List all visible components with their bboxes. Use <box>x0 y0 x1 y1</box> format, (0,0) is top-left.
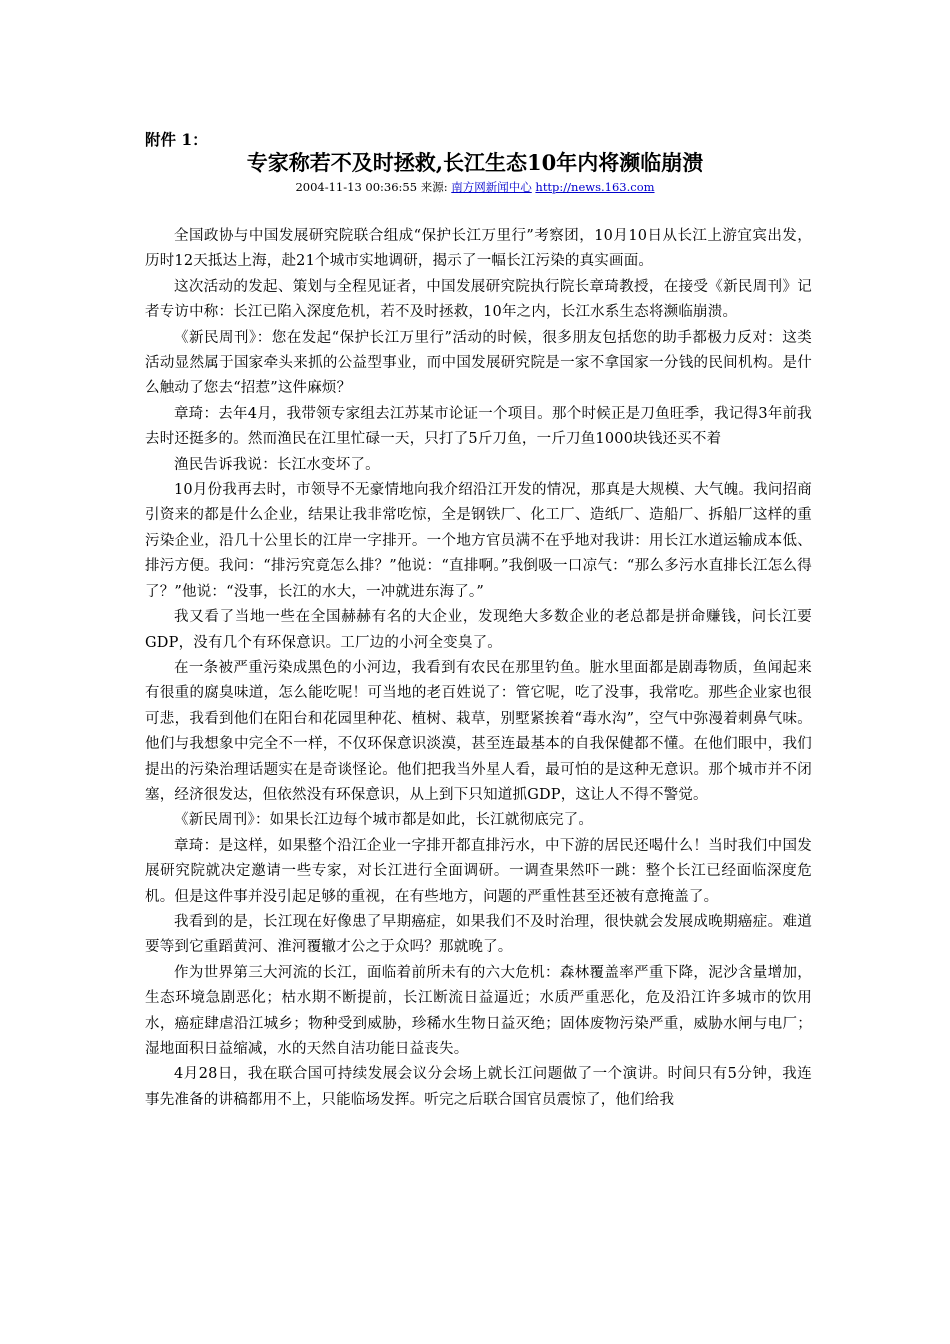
source-name-link[interactable]: 南方网新闻中心 <box>451 180 532 194</box>
article-meta <box>0 178 950 196</box>
article-body <box>145 224 812 1113</box>
paragraph: 章琦：是这样，如果整个沿江企业一字排开都直排污水，中下游的居民还喝什么！当时我们中国发展研究院就决定邀请一些专家，对长江进行全面调研。一调查果然吓一跳：整个长江已经面临深度危机。但是这件事并没引起足够的重视，在有些地方，问题的严重性甚至还被有意掩盖了。 <box>145 837 812 905</box>
article-headline: 专家称若不及时拯救,长江生态10年内将濒临崩溃 <box>246 150 704 175</box>
paragraph: 我又看了当地一些在全国赫赫有名的大企业，发现绝大多数企业的老总都是拼命赚钱，问长江要GDP，没有几个有环保意识。工厂边的小河全变臭了。 <box>145 609 812 651</box>
paragraph: 这次活动的发起、策划与全程见证者，中国发展研究院执行院长章琦教授，在接受《新民周刊》记者专访中称：长江已陷入深度危机，若不及时拯救，10年之内，长江水系生态将濒临崩溃。 <box>145 278 812 321</box>
paragraph: 渔民告诉我说：长江水变坏了。 <box>174 456 380 473</box>
paragraph: 《新民周刊》：如果长江边每个城市都是如此，长江就彻底完了。 <box>174 812 594 829</box>
source-label: 来源: <box>420 180 448 194</box>
publish-datetime: 2004-11-13 00:36:55 <box>295 180 418 194</box>
source-url-link[interactable]: http://news.163.com <box>535 180 655 194</box>
paragraph: 章琦：去年4月，我带领专家组去江苏某市论证一个项目。那个时候正是刀鱼旺季，我记得3年前我去时还挺多的。然而渔民在江里忙碌一天，只打了5斤刀鱼，一斤刀鱼1000块钱还买不着 <box>145 405 812 448</box>
paragraph: 作为世界第三大河流的长江，面临着前所未有的六大危机：森林覆盖率严重下降，泥沙含量增加，生态环境急剧恶化；枯水期不断提前，长江断流日益逼近；水质严重恶化，危及沿江许多城市的饮用水，癌症肆虐沿江城乡；物种受到威胁，珍稀水生物日益灭绝；固体废物污染严重，威胁水闸与电厂；湿地面积日益缩减，水的天然自洁功能日益丧失。 <box>145 964 812 1057</box>
paragraph: 10月份我再去时，市领导不无豪情地向我介绍沿江开发的情况，那真是大规模、大气魄。我问招商引资来的都是什么企业，结果让我非常吃惊，全是钢铁厂、化工厂、造纸厂、造船厂、拆船厂这样的重污染企业，沿几十公里长的江岸一字排开。一个地方官员满不在乎地对我讲：用长江水道运输成本低、排污方便。我问：“排污究竟怎么排？”他说：“直排啊。”我倒吸一口凉气：“那么多污水直排长江怎么得了？”他说：“没事，长江的水大，一冲就进东海了。” <box>145 482 812 600</box>
paragraph: 在一条被严重污染成黑色的小河边，我看到有农民在那里钓鱼。脏水里面都是剧毒物质，鱼闻起来有很重的腐臭味道，怎么能吃呢！可当地的老百姓说了：管它呢，吃了没事，我常吃。那些企业家也很可悲，我看到他们在阳台和花园里种花、植树、栽草，别墅紧挨着“毒水沟”，空气中弥漫着刺鼻气味。他们与我想象中完全不一样，不仅环保意识淡漠，甚至连最基本的自我保健都不懂。在他们眼中，我们提出的污染治理话题实在是奇谈怪论。他们把我当外星人看，最可怕的是这种无意识。那个城市并不闭塞，经济很发达，但依然没有环保意识，从上到下只知道抓GDP，这让人不得不警觉。 <box>145 659 812 803</box>
paragraph: 4月28日，我在联合国可持续发展会议分会场上就长江问题做了一个演讲。时间只有5分钟，我连事先准备的讲稿都用不上，只能临场发挥。听完之后联合国官员震惊了，他们给我 <box>145 1066 812 1108</box>
paragraph: 《新民周刊》：您在发起“保护长江万里行”活动的时候，很多朋友包括您的助手都极力反对：这类活动显然属于国家牵头来抓的公益型事业，而中国发展研究院是一家不拿国家一分钱的民间机构。是什么触动了您去“招惹”这件麻烦？ <box>145 329 812 397</box>
paragraph: 我看到的是，长江现在好像患了早期癌症，如果我们不及时治理，很快就会发展成晚期癌症。难道要等到它重蹈黄河、淮河覆辙才公之于众吗？那就晚了。 <box>145 913 812 956</box>
attachment-label: 附件 1： <box>145 130 208 149</box>
paragraph: 全国政协与中国发展研究院联合组成“保护长江万里行”考察团，10月10日从长江上游宜宾出发，历时12天抵达上海，赴21个城市实地调研，揭示了一幅长江污染的真实画面。 <box>145 228 812 270</box>
